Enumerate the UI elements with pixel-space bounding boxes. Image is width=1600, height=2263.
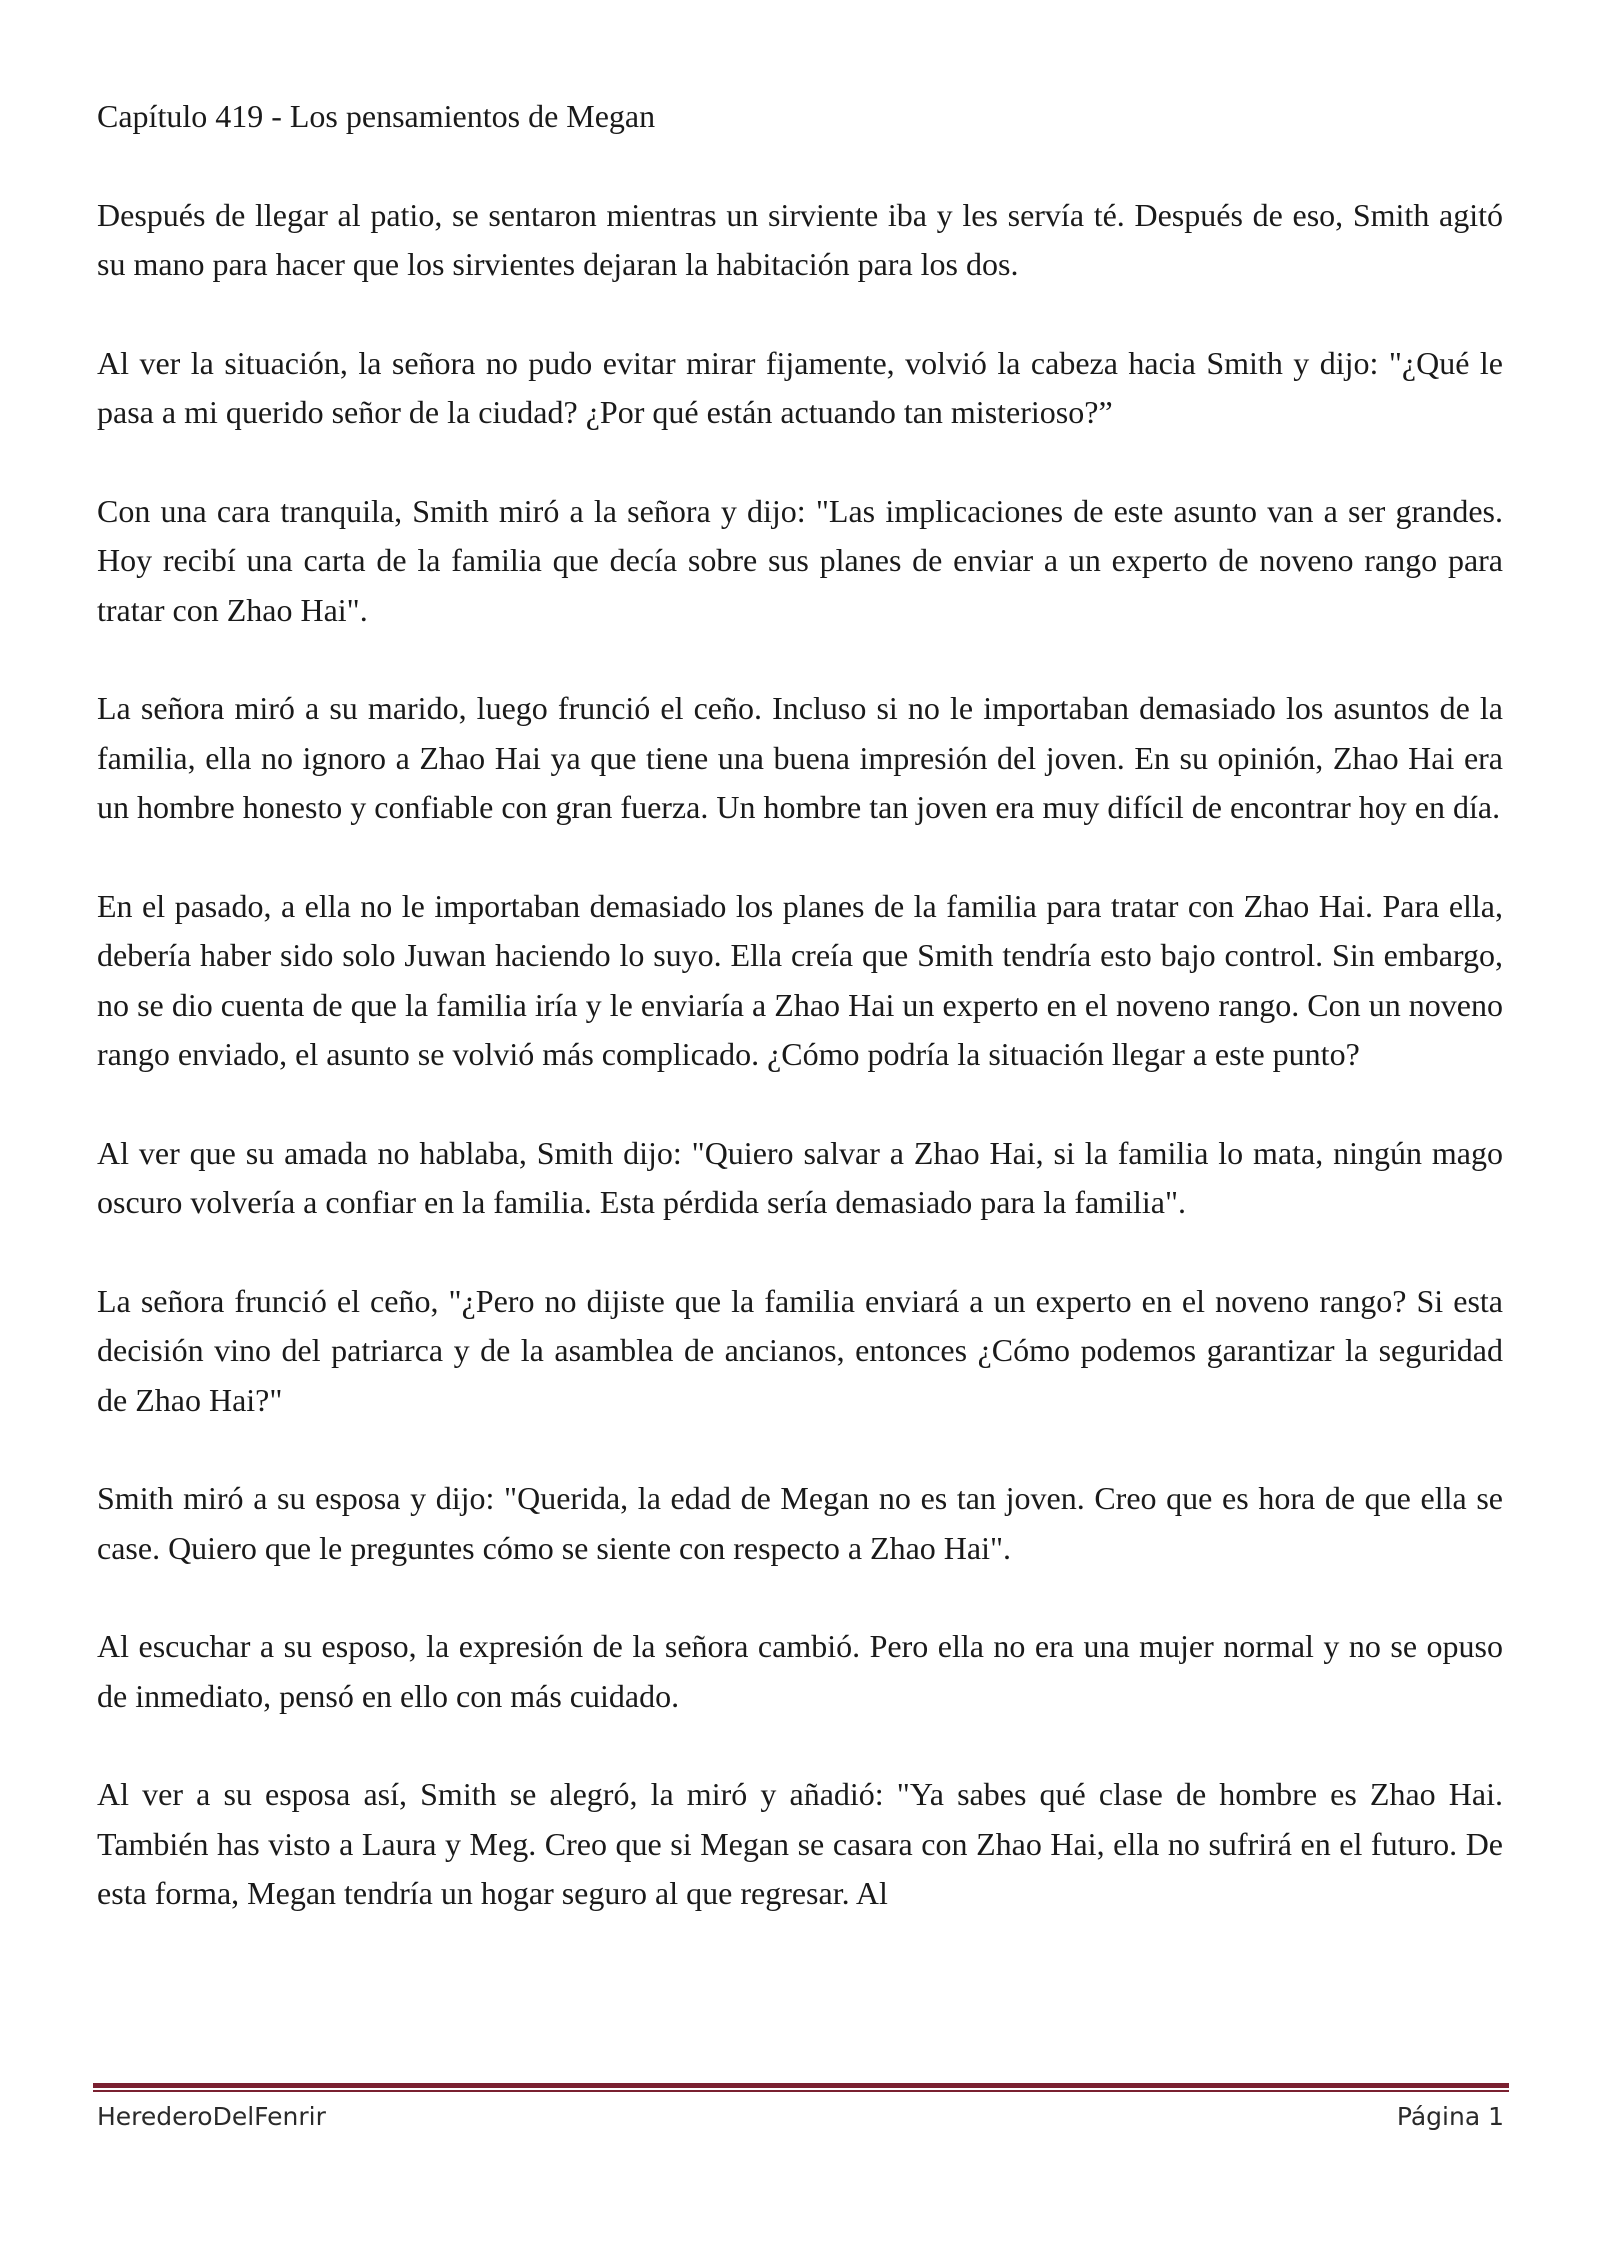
paragraph: La señora miró a su marido, luego frunció el ceño. Incluso si no le importaban demasiado los asuntos de la familia, ella no ignoro a Zhao Hai ya que tiene una buena impresión del joven. En su opinión, Zhao Hai era un hombre honesto y confiable con gran fuerza. Un hombre tan joven era muy difícil de encontrar hoy en día. [97,690,1503,825]
document-body [97,92,1503,1968]
footer-divider-thick [93,2083,1509,2088]
paragraph: Después de llegar al patio, se sentaron mientras un sirviente iba y les servía té. Después de eso, Smith agitó su mano para hacer que los sirvientes dejaran la habitación para los dos. [97,196,1503,282]
paragraph: Al ver a su esposa así, Smith se alegró, la miró y añadió: "Ya sabes qué clase de hombre es Zhao Hai. También has visto a Laura y Meg. Creo que si Megan se casara con Zhao Hai, ella no sufrirá en el futuro. De esta forma, Megan tendría un hogar seguro al que regresar. Al [97,1776,1503,1911]
paragraph: Smith miró a su esposa y dijo: "Querida, la edad de Megan no es tan joven. Creo que es hora de que ella se case. Quiero que le preguntes cómo se siente con respecto a Zhao Hai". [97,1480,1503,1566]
paragraph: Al ver la situación, la señora no pudo evitar mirar fijamente, volvió la cabeza hacia Smith y dijo: "¿Qué le pasa a mi querido señor de la ciudad? ¿Por qué están actuando tan misterioso?” [97,344,1503,430]
paragraph: La señora frunció el ceño, "¿Pero no dijiste que la familia enviará a un experto en el noveno rango? Si esta decisión vino del patriarca y de la asamblea de ancianos, entonces ¿Cómo podemos garantizar la seguridad de Zhao Hai?" [97,1282,1503,1418]
paragraph: Al escuchar a su esposo, la expresión de la señora cambió. Pero ella no era una mujer normal y no se opuso de inmediato, pensó en ello con más cuidado. [97,1628,1503,1714]
footer-divider-thin [93,2090,1509,2092]
paragraph: Al ver que su amada no hablaba, Smith dijo: "Quiero salvar a Zhao Hai, si la familia lo mata, ningún mago oscuro volvería a confiar en la familia. Esta pérdida sería demasiado para la familia". [97,1134,1503,1220]
paragraph: Con una cara tranquila, Smith miró a la señora y dijo: "Las implicaciones de este asunto van a ser grandes. Hoy recibí una carta de la familia que decía sobre sus planes de enviar a un experto de noveno rango para tratar con Zhao Hai". [97,492,1503,628]
paragraph: En el pasado, a ella no le importaban demasiado los planes de la familia para tratar con Zhao Hai. Para ella, debería haber sido solo Juwan haciendo lo suyo. Ella creía que Smith tendría esto bajo control. Sin embargo, no se dio cuenta de que la familia iría y le enviaría a Zhao Hai un experto en el noveno rango. Con un noveno rango enviado, el asunto se volvió más complicado. ¿Cómo podría la situación llegar a este punto? [97,887,1503,1072]
footer-author: HerederoDelFenrir [97,2102,326,2131]
footer-divider [93,2083,1509,2093]
footer-page-number: Página 1 [1396,2102,1504,2131]
chapter-title: Capítulo 419 - Los pensamientos de Megan [97,98,656,134]
